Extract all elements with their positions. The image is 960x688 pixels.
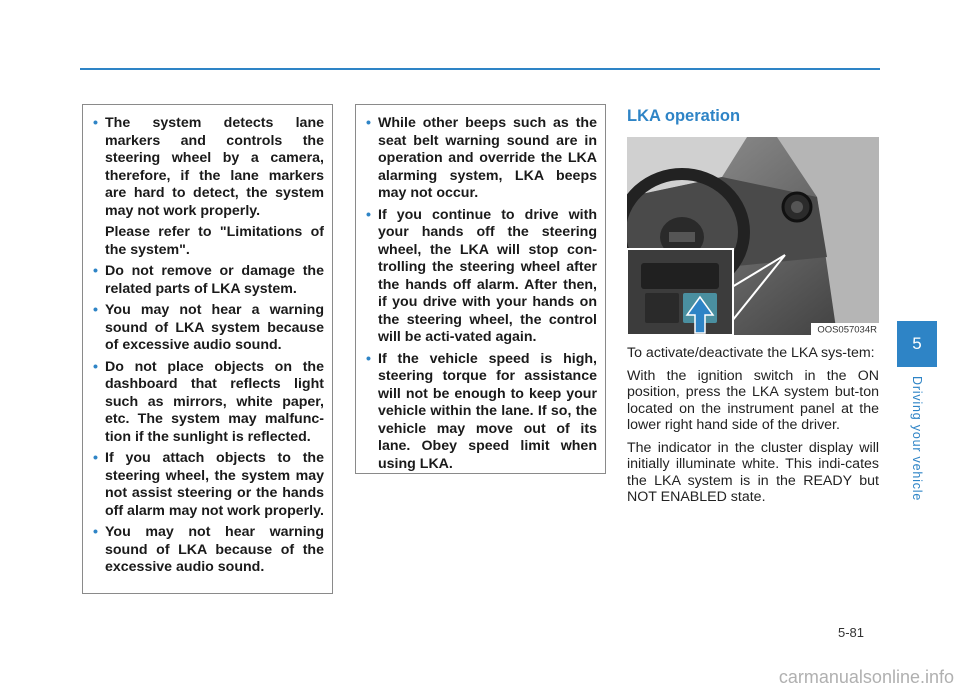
figure-code: OOS057034R (817, 324, 877, 335)
chapter-tab (897, 321, 937, 367)
list-item: • If you continue to drive with your hands off the steering wheel, the LKA will stop con-trolling the steering wheel after the hands off alarm. After then, if you drive with your hands on the steering wheel, the control will be acti-vated again. (366, 207, 597, 347)
caution-box-left (82, 104, 333, 594)
section-body (627, 345, 879, 512)
list-item: • Do not remove or damage the related parts of LKA system. (93, 263, 324, 298)
list-item: • You may not hear a warning sound of LKA system because of excessive audio sound. (93, 302, 324, 355)
caution-list-middle (366, 115, 597, 473)
page-number: 5-81 (838, 625, 865, 640)
caution-box-middle (355, 104, 606, 474)
list-item-text: The system detects lane markers and controls the steering wheel by a camera, therefore, if the lane markers are hard to detect, the system may not work properly. (105, 115, 324, 219)
watermark: carmanualsonline.info (778, 667, 954, 687)
section-title: LKA operation (627, 107, 741, 125)
list-item: • If you attach objects to the steering wheel, the system may not assist steering or the hands off alarm may not work properly. (93, 450, 324, 520)
chapter-number: 5 (912, 334, 922, 353)
paragraph: To activate/deactivate the LKA sys-tem: (627, 345, 875, 361)
list-item: • While other beeps such as the seat belt warning sound are in operation and override the LKA alarming system, LKA beeps may not occur. (366, 115, 597, 203)
list-item-subtext: Please refer to "Limitations of the system". (105, 224, 324, 258)
dashboard-illustration (627, 137, 879, 335)
chapter-label: Driving your vehicle (910, 376, 924, 502)
list-item: • If the vehicle speed is high, steering torque for assistance will not be enough to keep your vehicle within the lane. If so, the vehicle may move out of its lane. Obey speed limit when using LKA. (366, 351, 597, 474)
header-rule (80, 68, 880, 70)
lka-button-figure (627, 137, 879, 335)
list-item: • You may not hear warning sound of LKA because of the excessive audio sound. (93, 524, 324, 577)
list-item: • Do not place objects on the dashboard that reflects light such as mirrors, white paper, etc. The system may malfunc-tion if the sunlight is reflected. (93, 359, 324, 447)
paragraph: The indicator in the cluster display will initially illuminate white. This indi-cates the LKA system is in the READY but NOT ENABLED state. (627, 439, 879, 505)
list-item (93, 115, 324, 259)
caution-list-left (93, 115, 324, 577)
paragraph: With the ignition switch in the ON position, press the LKA system but-ton located on the instrument panel at the lower right hand side of the driver. (627, 367, 879, 433)
